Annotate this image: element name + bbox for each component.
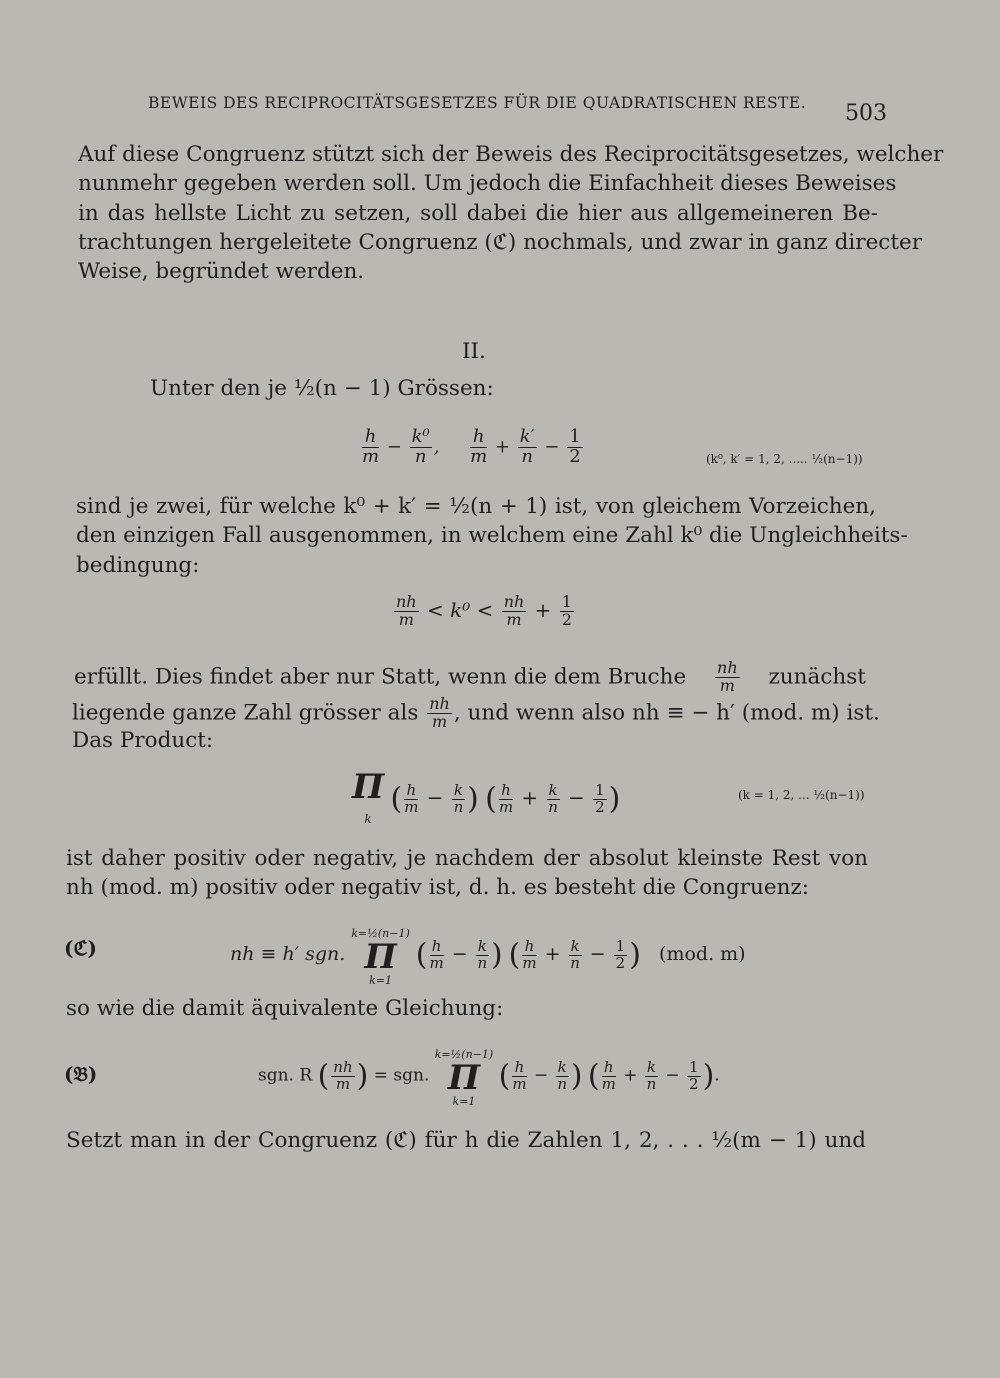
- paragraph-1: [78, 140, 944, 286]
- paragraph-4-line-1: erfüllt. Dies findet aber nur Statt, wenn die dem Bruche $\frac{nh}{m}$ zunächst: [74, 658, 866, 695]
- text-line: Auf diese Congruenz stützt sich der Beweis des Reciprocitätsgesetzes, welcher: [78, 142, 944, 167]
- equation-quantities: $\frac{h}{m}$ − $\frac{\text{k⁰}}{n}$ , $\frac{h}{m}$ + $\frac{k'}{n}$ − $\frac{1}{2}$: [362, 426, 581, 467]
- paragraph-2-intro: Unter den je ½(n − 1) Grössen:: [150, 376, 494, 401]
- paragraph-5: [66, 844, 868, 903]
- paragraph-4-line-2: liegende ganze Zahl grösser als $\frac{nh}{m}$ , und wenn also nh ≡ − h′ (mod. m) ist.: [72, 694, 880, 731]
- inequality: $\frac{nh}{m}$ < k⁰ < $\frac{nh}{m}$ + $\frac{1}{2}$: [396, 592, 572, 629]
- text-line: nh (mod. m) positiv oder negativ ist, d. h. es besteht die Congruenz:: [66, 875, 810, 901]
- text-line: in das hellste Licht zu setzen, soll dabei die hier aus allgemeineren Be-: [78, 200, 878, 226]
- text-line: bedingung:: [76, 552, 200, 578]
- equation-range: (k⁰, k′ = 1, 2, ..... ½(n−1)): [706, 452, 863, 466]
- text-line: Weise, begründet werden.: [78, 259, 365, 285]
- section-title: II.: [462, 339, 486, 364]
- text-line: trachtungen hergeleitete Congruenz (ℭ) nochmals, und zwar in ganz directer: [78, 229, 922, 255]
- equation-b: sgn. R ( $\frac{nh}{m}$ ) = sgn. k=½(n−1) Π k=1 ( $\frac{h}{m}$ − $\frac{k}{n}$ ) ( $\frac{h}{m}$ + $\frac{k}{n}$ − $\frac{1}{2}$ ).: [258, 1048, 720, 1108]
- equation-label-c: (ℭ): [64, 936, 97, 960]
- equation-label-b: (𝔅): [64, 1062, 98, 1086]
- running-header: BEWEIS DES RECIPROCITÄTSGESETZES FÜR DIE QUADRATISCHEN RESTE.: [148, 94, 807, 112]
- text-line: den einzigen Fall ausgenommen, in welchem eine Zahl k⁰ die Ungleichheits-: [76, 523, 908, 549]
- paragraph-3: [76, 492, 908, 580]
- text-line: nunmehr gegeben werden soll. Um jedoch die Einfachheit dieses Beweises: [78, 171, 897, 197]
- text-line: Setzt man in der Congruenz (ℭ) für h die Zahlen 1, 2, . . . ½(m − 1) und: [66, 1128, 866, 1153]
- congruence-c: nh ≡ h′ sgn. k=½(n−1) Π k=1 ( $\frac{h}{m}$ − $\frac{k}{n}$ ) ( $\frac{h}{m}$ + $\frac{k}{n}$ − $\frac{1}{2}$ ) (mod. m): [230, 927, 746, 987]
- paragraph-6: so wie die damit äquivalente Gleichung:: [66, 996, 504, 1021]
- paragraph-4-line-3: Das Product:: [72, 728, 214, 753]
- text-line: sind je zwei, für welche k⁰ + k′ = ½(n + 1) ist, von gleichem Vorzeichen,: [76, 494, 876, 519]
- product-range: (k = 1, 2, ... ½(n−1)): [738, 788, 865, 802]
- paragraph-7: [66, 1126, 866, 1155]
- text-line: ist daher positiv oder negativ, je nachdem der absolut kleinste Rest von: [66, 846, 868, 871]
- product-equation: Π k ( $\frac{h}{m}$ − $\frac{k}{n}$ ) ( $\frac{h}{m}$ + $\frac{k}{n}$ − $\frac{1}{2}$ ): [352, 767, 621, 826]
- page-number: 503: [845, 101, 887, 126]
